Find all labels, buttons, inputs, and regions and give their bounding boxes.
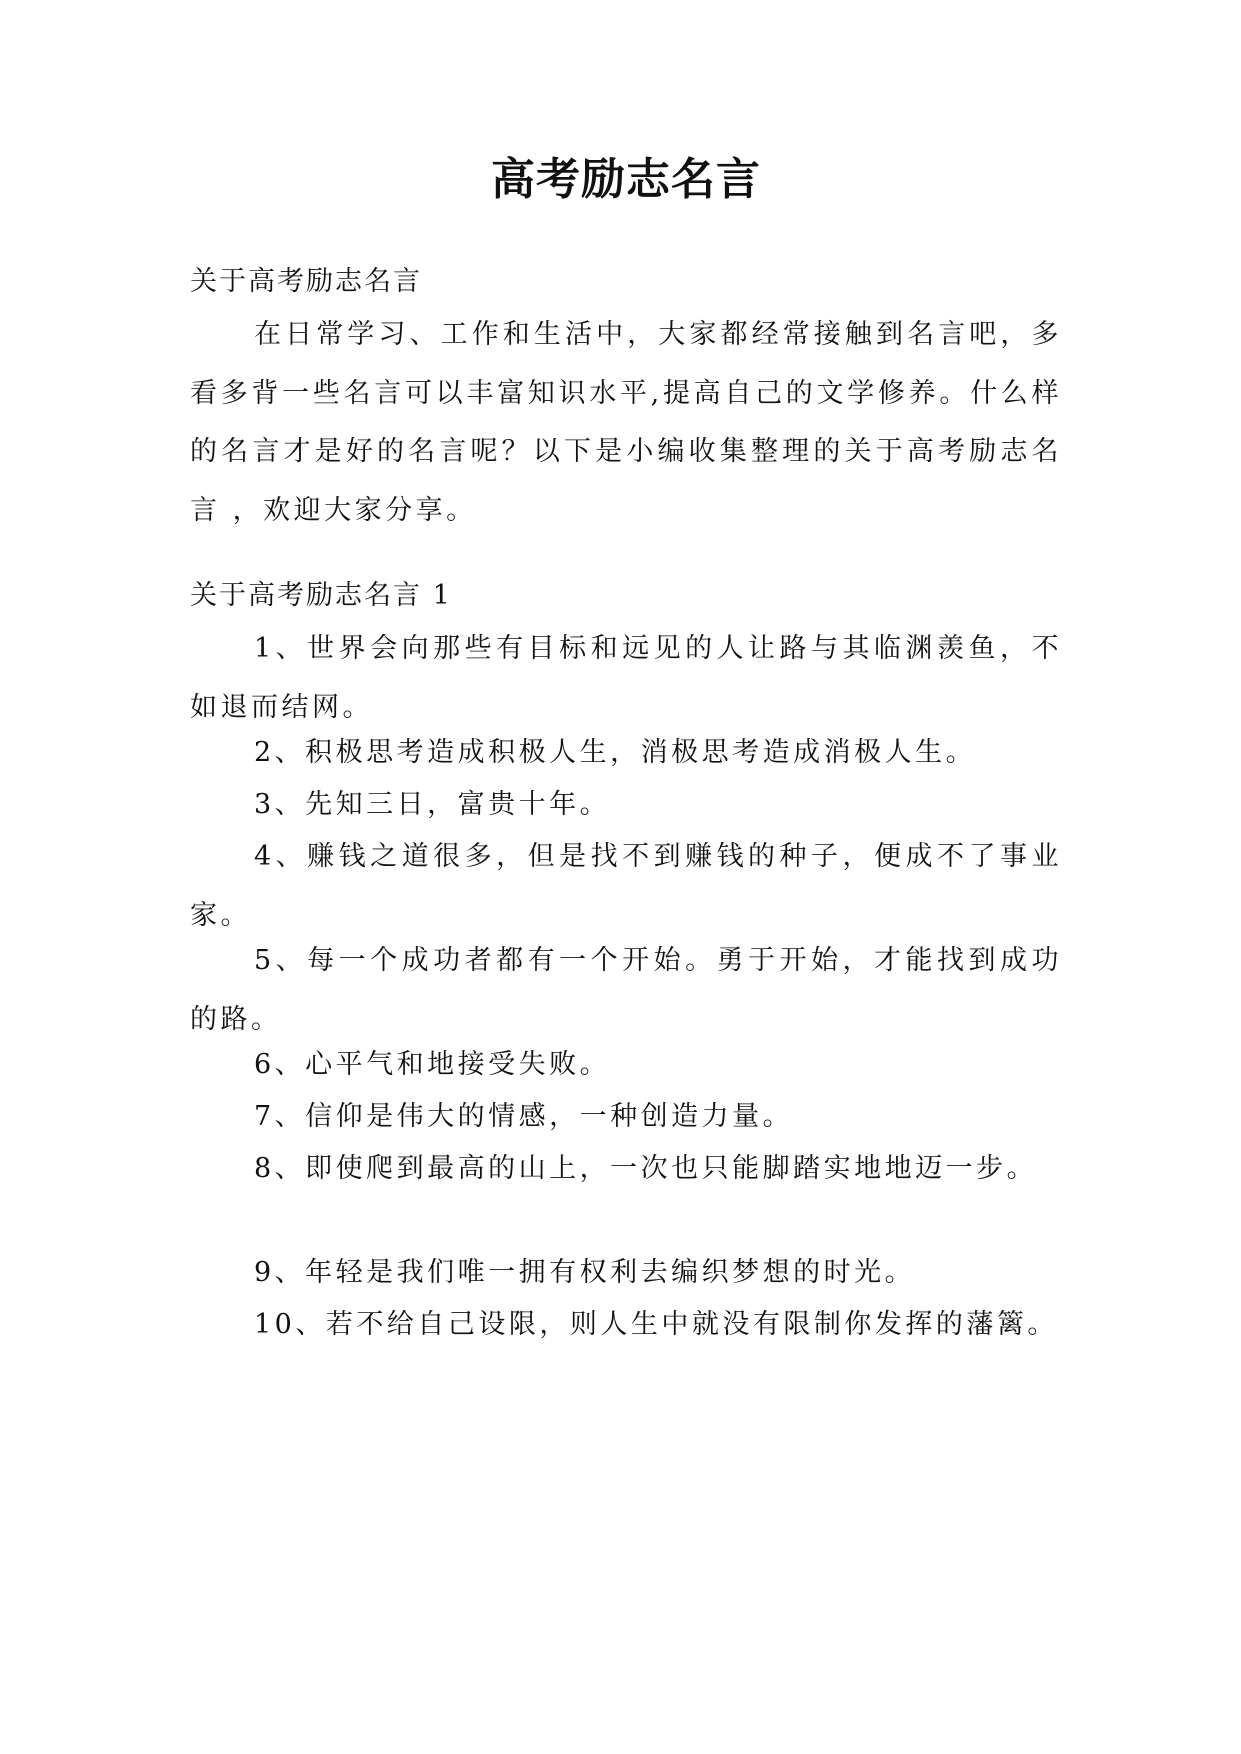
quote-item: 8、即使爬到最高的山上，一次也只能脚踏实地地迈一步。 (254, 1153, 1038, 1184)
quote-item: 3、先知三日，富贵十年。 (254, 789, 611, 820)
quote-item: 9、年轻是我们唯一拥有权利去编织梦想的时光。 (254, 1257, 916, 1288)
section-heading: 关于高考励志名言 1 (190, 580, 452, 611)
quote-item: 6、心平气和地接受失败。 (254, 1049, 611, 1080)
quote-item: 1、世界会向那些有目标和远见的人让路与其临渊羡鱼，不如退而结网。 (190, 633, 1062, 723)
intro-heading: 关于高考励志名言 (190, 266, 422, 297)
quote-item: 7、信仰是伟大的情感，一种创造力量。 (254, 1101, 794, 1132)
document-title: 高考励志名言 (491, 154, 761, 205)
quote-item: 10、若不给自己设限，则人生中就没有限制你发挥的藩篱。 (254, 1309, 1058, 1340)
quote-item: 5、每一个成功者都有一个开始。勇于开始，才能找到成功的路。 (190, 945, 1062, 1035)
quote-item: 4、赚钱之道很多，但是找不到赚钱的种子，便成不了事业家。 (190, 841, 1062, 931)
intro-paragraph: 在日常学习、工作和生活中，大家都经常接触到名言吧，多看多背一些名言可以丰富知识水平,提高自己的文学修养。什么样的名言才是好的名言呢？以下是小编收集整理的关于高考励志名言 ，欢迎大家分享。 (190, 319, 1062, 526)
quote-item: 2、积极思考造成积极人生，消极思考造成消极人生。 (254, 737, 977, 768)
